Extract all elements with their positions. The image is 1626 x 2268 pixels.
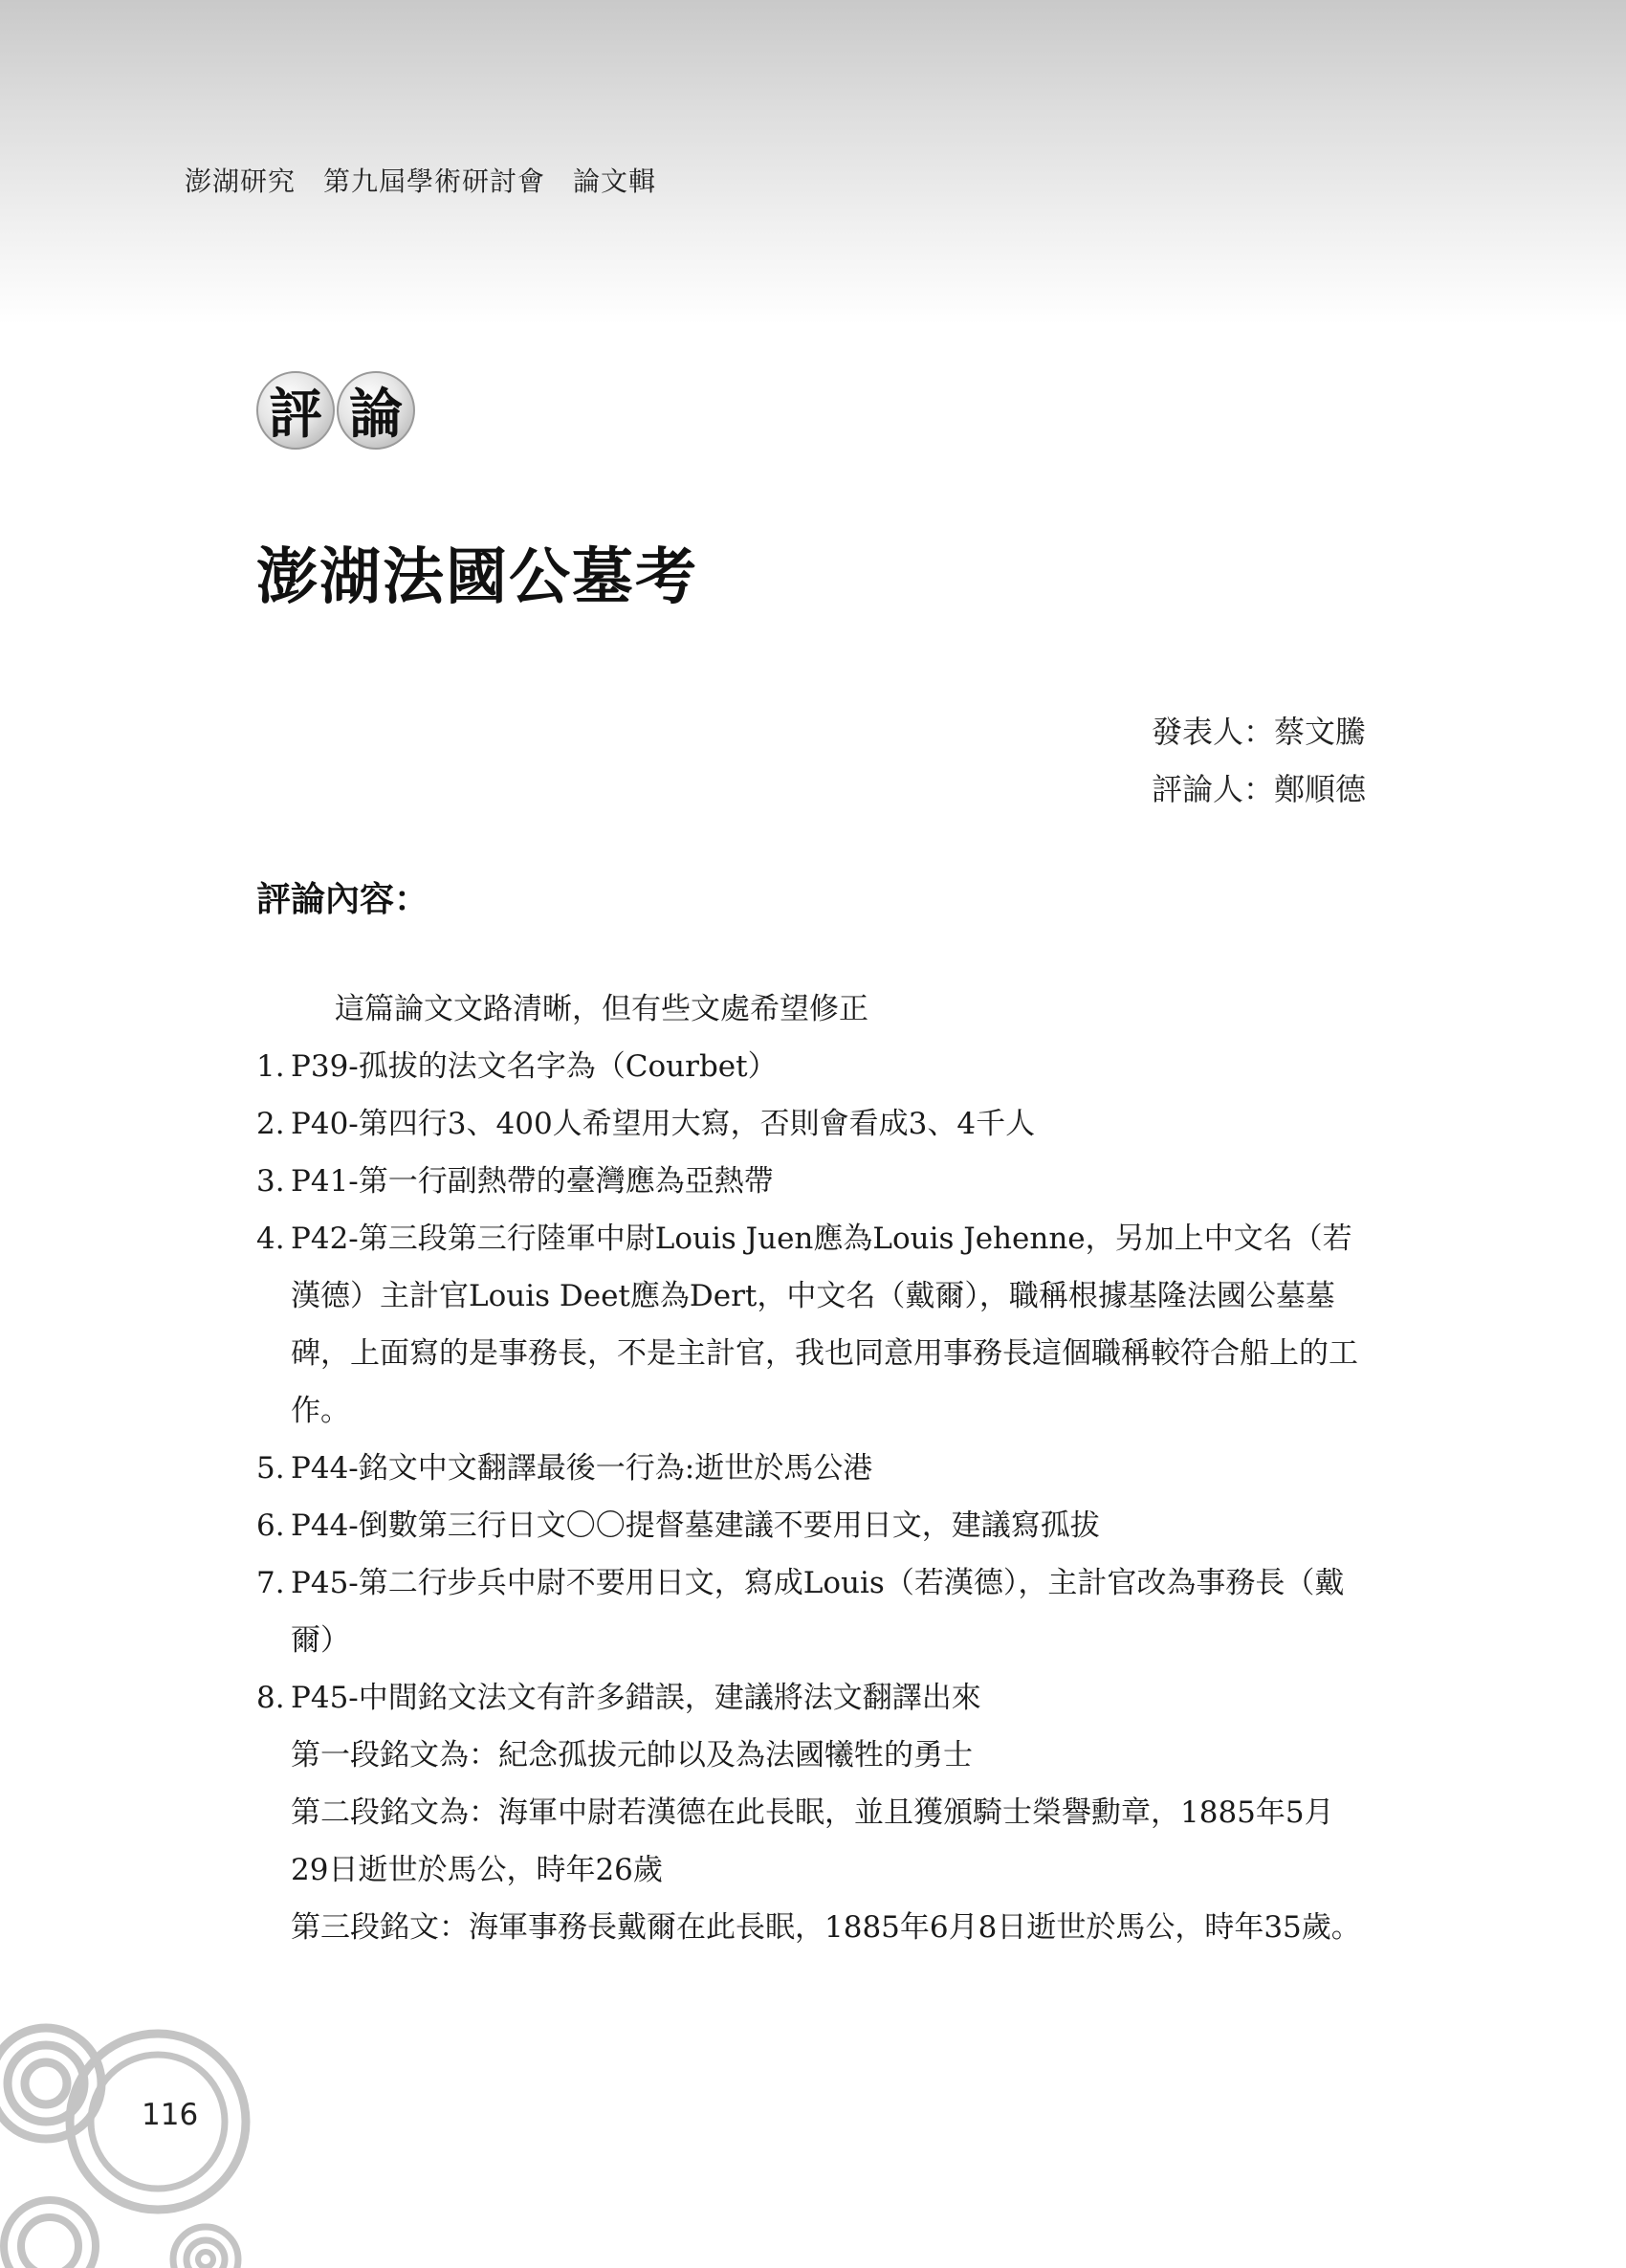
running-header: 澎湖研究 第九屆學術研討會 論文輯: [185, 165, 657, 197]
page-number: 116: [142, 2098, 199, 2132]
list-item: [256, 1669, 1366, 1727]
section-badge-char-2: 論: [337, 371, 415, 450]
list-item: [256, 1153, 1366, 1210]
list-item: [256, 1210, 1366, 1440]
list-item-number: 4.: [256, 1222, 285, 1256]
list-item-text: P39-孤拔的法文名字為（Courbet）: [291, 1049, 778, 1084]
list-item-number: 7.: [256, 1566, 285, 1600]
inscription-line: 第一段銘文為：紀念孤拔元帥以及為法國犧牲的勇士: [291, 1738, 973, 1773]
list-item-number: 6.: [256, 1508, 285, 1543]
intro-paragraph: 這篇論文文路清晰，但有些文處希望修正: [335, 992, 868, 1026]
byline: [1152, 703, 1366, 818]
inscription-line: 第三段銘文：海軍事務長戴爾在此長眠，1885年6月8日逝世於馬公，時年35歲。: [291, 1910, 1361, 1945]
section-badge-char-1: 評: [256, 371, 335, 450]
list-item-text: P41-第一行副熱帶的臺灣應為亞熱帶: [291, 1164, 774, 1199]
list-item-number: 3.: [256, 1164, 285, 1199]
list-item-text: P45-中間銘文法文有許多錯誤，建議將法文翻譯出來: [291, 1681, 981, 1715]
comment-body: [256, 980, 1366, 1956]
list-item-number: 8.: [256, 1681, 285, 1715]
list-item-number: 2.: [256, 1107, 285, 1141]
list-item: [256, 1497, 1366, 1554]
list-item-number: 1.: [256, 1049, 285, 1084]
list-item-text: P40-第四行3、400人希望用大寫，否則會看成3、4千人: [291, 1107, 1036, 1141]
list-item-number: 5.: [256, 1451, 285, 1486]
list-item-text: P44-倒數第三行日文〇〇提督墓建議不要用日文，建議寫孤拔: [291, 1508, 1100, 1543]
list-item: [256, 1038, 1366, 1095]
inscription-line: 第二段銘文為：海軍中尉若漢德在此長眠，並且獲頒騎士榮譽勳章，1885年5月29日逝世於馬公，時年26歲: [291, 1795, 1334, 1887]
list-item: [256, 1554, 1366, 1669]
paper-title: 澎湖法國公墓考: [256, 542, 698, 613]
list-item-text: P45-第二行步兵中尉不要用日文，寫成Louis（若漢德），主計官改為事務長（戴爾）: [291, 1566, 1345, 1658]
decorative-rings: [0, 2009, 287, 2268]
commentator-line: 評論人：鄭順德: [1151, 771, 1366, 807]
section-badge: [256, 371, 415, 448]
presenter-line: 發表人：蔡文騰: [1151, 714, 1366, 750]
list-item: [256, 1440, 1366, 1497]
comment-heading: 評論內容：: [256, 880, 429, 919]
list-item-text: P42-第三段第三行陸軍中尉Louis Juen應為Louis Jehenne，另加上中文名（若漢德）主計官Louis Deet應為Dert，中文名（戴爾），職稱根據基隆法國公墓墓碑，上面寫的是事務長，不是主計官，我也同意用事務長這個職稱較符合船上的工作。: [291, 1222, 1358, 1428]
list-item: [256, 1095, 1366, 1153]
list-item-text: P44-銘文中文翻譯最後一行為:逝世於馬公港: [291, 1451, 873, 1486]
